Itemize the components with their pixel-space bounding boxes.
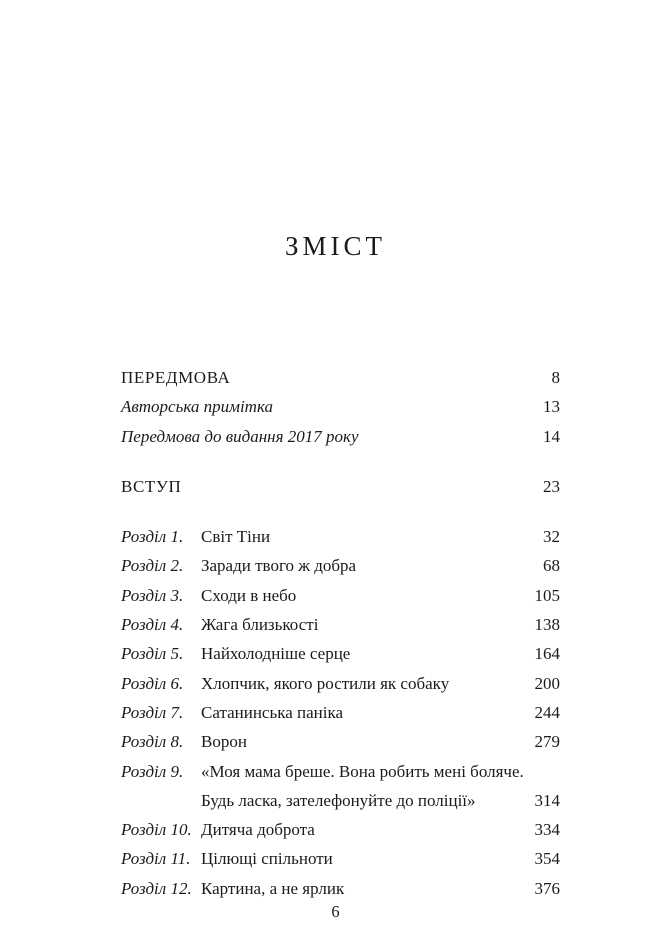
chapter-label: Розділ 1. (121, 527, 184, 547)
toc-entry-authors-note (121, 392, 560, 421)
chapter-title: Жага близькості (201, 615, 319, 635)
table-of-contents (121, 363, 560, 903)
toc-entry-chapter-6 (121, 669, 560, 698)
entry-page-number: 164 (534, 644, 560, 664)
chapter-label: Розділ 4. (121, 615, 184, 635)
chapter-title: Хлопчик, якого ростили як собаку (201, 673, 450, 693)
toc-entry-chapter-4 (121, 610, 560, 639)
chapter-label: Розділ 8. (121, 732, 184, 752)
chapter-title-continued: Будь ласка, зателефонуйте до поліції» (201, 790, 476, 810)
chapter-label: Розділ 2. (121, 556, 184, 576)
entry-page-number: 68 (543, 556, 560, 576)
chapter-title: Цілющі спільноти (201, 849, 333, 869)
toc-entry-chapter-5 (121, 639, 560, 668)
entry-page-number: 14 (543, 426, 560, 446)
chapter-label: Розділ 5. (121, 644, 184, 664)
chapter-title: Найхолодніше серце (201, 644, 351, 664)
entry-page-number: 200 (534, 673, 560, 693)
entry-page-number: 244 (534, 702, 560, 722)
chapter-label: Розділ 11. (121, 849, 191, 869)
entry-page-number: 334 (534, 820, 560, 840)
chapter-label: Розділ 3. (121, 585, 184, 605)
entry-title: Передмова до видання 2017 року (121, 426, 359, 446)
entry-title: ВСТУП (121, 476, 182, 496)
toc-entry-chapter-2 (121, 551, 560, 580)
toc-entry-chapter-12 (121, 874, 560, 903)
entry-page-number: 32 (543, 527, 560, 547)
chapter-title: Ворон (201, 732, 247, 752)
entry-page-number: 279 (534, 732, 560, 752)
entry-page-number: 376 (534, 878, 560, 898)
toc-entry-chapter-11 (121, 844, 560, 873)
chapter-label: Розділ 6. (121, 673, 184, 693)
folio-page-number: 6 (331, 902, 340, 921)
chapter-title: Картина, а не ярлик (201, 878, 345, 898)
page-title: ЗМІСТ (284, 231, 387, 261)
entry-title: Авторська примітка (121, 397, 273, 417)
toc-entry-introduction (121, 472, 560, 501)
entry-title: ПЕРЕДМОВА (121, 368, 231, 387)
chapter-title: Сатанинська паніка (201, 702, 344, 722)
entry-page-number: 138 (534, 615, 560, 635)
chapter-title: Заради твого ж добра (201, 556, 357, 576)
entry-page-number: 23 (543, 476, 560, 496)
chapter-label: Розділ 12. (121, 878, 192, 898)
toc-entry-preface-2017 (121, 422, 560, 451)
toc-entry-chapter-9-line2 (121, 786, 560, 815)
chapter-label: Розділ 9. (121, 761, 184, 781)
toc-entry-chapter-10 (121, 815, 560, 844)
chapter-title: Дитяча доброта (201, 820, 315, 840)
chapter-title: Сходи в небо (201, 585, 297, 605)
entry-page-number: 354 (534, 849, 560, 869)
toc-entry-chapter-3 (121, 581, 560, 610)
chapter-label: Розділ 7. (121, 702, 184, 722)
entry-page-number: 8 (551, 368, 560, 387)
chapter-title: «Моя мама бреше. Вона робить мені боляче. (201, 761, 524, 781)
entry-page-number: 13 (543, 397, 560, 417)
toc-entry-chapter-7 (121, 698, 560, 727)
entry-page-number: 314 (534, 790, 560, 810)
toc-entry-chapter-1 (121, 522, 560, 551)
toc-entry-chapter-8 (121, 727, 560, 756)
chapter-label: Розділ 10. (121, 820, 192, 840)
toc-entry-chapter-9-line1 (121, 757, 560, 786)
entry-page-number: 105 (534, 585, 560, 605)
toc-entry-foreword (121, 363, 560, 392)
chapter-title: Світ Тіни (201, 527, 271, 547)
